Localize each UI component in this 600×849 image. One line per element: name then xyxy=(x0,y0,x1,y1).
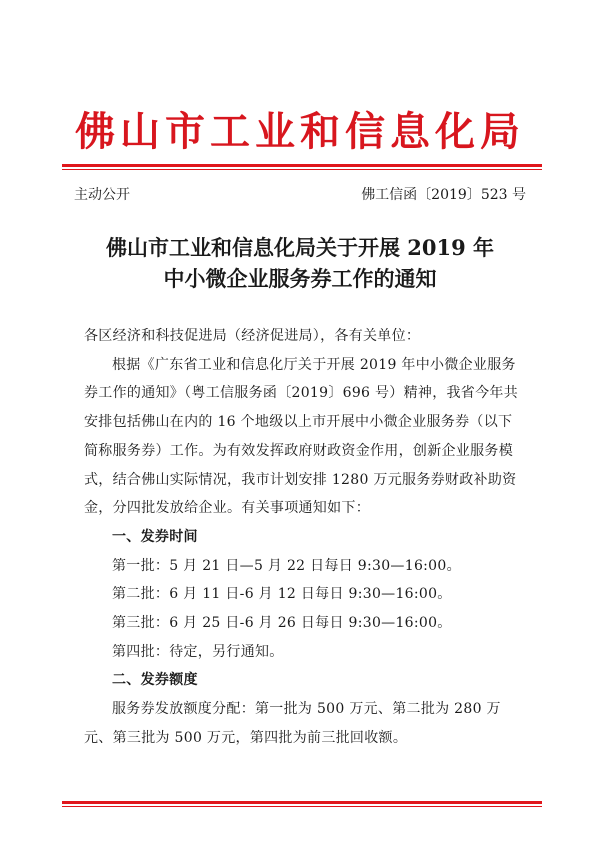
footer-divider-thick xyxy=(62,801,542,804)
intro-paragraph: 根据《广东省工业和信息化厅关于开展 2019 年中小微企业服务券工作的通知》（粤工信服务函〔2019〕696 号）精神，我省今年共安排包括佛山在内的 16 个地级以上市开展中小微企业服务券（以下简称服务券）工作。为有效发挥政府财政资金作用，创新企业服务模式，结合佛山实际情况，我市计划安排 1280 万元服务券财政补助资金，分四批发放给企业。有关事项通知如下： xyxy=(84,356,518,517)
section-heading-issue-time: 一、发券时间 xyxy=(112,528,198,545)
title-line-2: 中小微企业服务券工作的通知 xyxy=(163,266,437,291)
schedule-item: 第一批：5 月 21 日—5 月 22 日每日 9:30—16:00。 xyxy=(112,557,461,574)
salutation: 各区经济和科技促进局（经济促进局），各有关单位： xyxy=(84,328,421,344)
amount-paragraph: 服务券发放额度分配：第一批为 500 万元、第二批为 280 万元、第三批为 500 万元，第四批为前三批回收额。 xyxy=(84,701,501,746)
title-line-1: 佛山市工业和信息化局关于开展 2019 年 xyxy=(105,235,495,260)
schedule-item: 第二批：6 月 11 日-6 月 12 日每日 9:30—16:00。 xyxy=(112,586,452,603)
disclosure-label: 主动公开 xyxy=(74,187,130,203)
document-body xyxy=(84,322,524,753)
masthead-divider-thin xyxy=(62,169,542,170)
masthead-title: 佛山市工业和信息化局 xyxy=(75,108,525,155)
schedule-item: 第三批：6 月 25 日-6 月 26 日每日 9:30—16:00。 xyxy=(112,615,452,632)
footer-divider-thin xyxy=(62,806,542,807)
schedule-item: 第四批：待定，另行通知。 xyxy=(112,643,284,660)
document-title xyxy=(0,232,600,294)
section-heading-issue-amount: 二、发券额度 xyxy=(112,672,198,689)
masthead-divider-thick xyxy=(62,164,542,167)
document-number: 佛工信函〔2019〕523 号 xyxy=(361,187,526,203)
